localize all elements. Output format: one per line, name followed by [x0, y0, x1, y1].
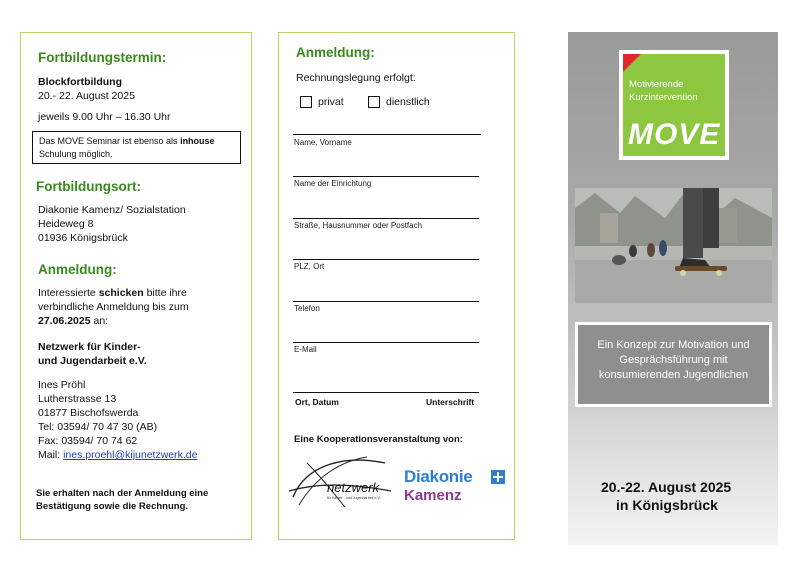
confirm-line: Sie erhalten nach der Anmeldung eine [36, 488, 209, 499]
diakonie-word: Diakonie [404, 467, 473, 486]
event-date: 20.-22. August 2025 [601, 479, 732, 495]
netzwerk-word: netzwerk [327, 480, 380, 495]
confirm-line: Bestätigung sowie die Rechnung. [36, 501, 189, 512]
checkbox-privat[interactable] [300, 96, 312, 108]
confirmation-note [36, 487, 246, 513]
contact-mail-row [38, 448, 198, 462]
field-line-einrichtung[interactable] [293, 176, 479, 177]
inhouse-note [32, 131, 241, 164]
tagline-line: Kurzintervention [629, 92, 698, 103]
cooperation-label: Eine Kooperationsveranstaltung von: [294, 434, 463, 445]
contact-city: 01877 Bischofswerda [38, 407, 139, 419]
checkbox-dienstlich[interactable] [368, 96, 380, 108]
field-caption: Telefon [294, 304, 320, 313]
inhouse-pre: Das MOVE Seminar ist ebenso als [39, 136, 181, 146]
email-link[interactable]: ines.proehl@kijunetzwerk.de [63, 449, 198, 461]
anm-deadline: 27.06.2025 [38, 315, 91, 327]
label-privat: privat [318, 96, 344, 108]
venue-address [38, 203, 186, 245]
field-line-name[interactable] [293, 134, 481, 135]
hours: jeweils 9.00 Uhr – 16.30 Uhr [38, 111, 171, 123]
field-caption: Name, Vorname [294, 138, 352, 147]
field-caption: Straße, Hausnummer oder Postfach [294, 221, 423, 230]
heading-fortbildungstermin: Fortbildungstermin: [38, 50, 167, 65]
heading-anmeldung: Anmeldung: [38, 262, 117, 277]
heading-fortbildungsort: Fortbildungsort: [36, 179, 141, 194]
anm-pre: Interessierte [38, 287, 99, 299]
contact-street: Lutherstrasse 13 [38, 393, 117, 405]
move-tagline [629, 78, 698, 104]
anm-post: an: [90, 315, 109, 327]
contact-fax: Fax: 03594/ 70 74 62 [38, 435, 138, 447]
billing-label: Rechnungslegung erfolgt: [296, 72, 416, 84]
venue-line: Heideweg 8 [38, 218, 94, 230]
red-corner-icon [623, 54, 641, 72]
inhouse-post: Schulung möglich. [39, 148, 113, 159]
field-caption: PLZ, Ort [294, 262, 325, 271]
netzwerk-sub: für Kinder - und Jugendarbeit e.V. [327, 496, 381, 500]
anm-bold: schicken [98, 287, 144, 299]
cover-panel [568, 32, 778, 545]
inhouse-bold: inhouse [180, 136, 215, 146]
skateboard-photo [575, 188, 772, 303]
field-line-strasse[interactable] [293, 218, 479, 219]
org-line: Netzwerk für Kinder- [38, 341, 141, 353]
field-caption: Name der Einrichtung [294, 179, 372, 188]
signature-label: Unterschrift [426, 397, 475, 407]
contact-name: Ines Pröhl [38, 379, 86, 391]
registration-instructions [38, 286, 243, 328]
form-heading: Anmeldung: [296, 45, 375, 60]
diakonie-cross-icon [491, 470, 505, 484]
termin-details [38, 75, 135, 103]
org-line: und Jugendarbeit e.V. [38, 355, 147, 367]
tagline-line: Motivierende [629, 79, 684, 90]
move-wordmark: MOVE [628, 118, 721, 151]
signature-place-date: Ort, Datum [295, 397, 339, 407]
diakonie-kamenz-logo [404, 467, 512, 507]
field-line-plz[interactable] [293, 259, 479, 260]
mail-label: Mail: [38, 449, 64, 461]
venue-line: 01936 Königsbrück [38, 232, 128, 244]
block-label: Blockfortbildung [38, 76, 122, 88]
info-panel [20, 32, 252, 540]
slogan-box: Ein Konzept zur Motivation und Gesprächsführung mit konsumierenden Jugendlichen [575, 322, 772, 407]
field-line-email[interactable] [293, 342, 479, 343]
field-caption: E-Mail [294, 345, 317, 354]
netzwerk-logo [287, 453, 399, 509]
venue-line: Diakonie Kamenz/ Sozialstation [38, 204, 186, 216]
field-line-telefon[interactable] [293, 301, 479, 302]
organization-name [38, 340, 243, 368]
event-place: in Königsbrück [616, 497, 718, 513]
move-logo-square [623, 54, 725, 156]
kamenz-word: Kamenz [404, 487, 462, 504]
signature-line[interactable] [293, 392, 479, 393]
registration-form-panel [278, 32, 515, 540]
label-dienstlich: dienstlich [386, 96, 430, 108]
date-range: 20.- 22. August 2025 [38, 90, 135, 102]
anm-mid: bitte ihre verbindliche Anmeldung bis zum [38, 287, 189, 313]
contact-block [38, 378, 198, 462]
move-logo [619, 50, 729, 160]
contact-tel: Tel: 03594/ 70 47 30 (AB) [38, 421, 158, 433]
